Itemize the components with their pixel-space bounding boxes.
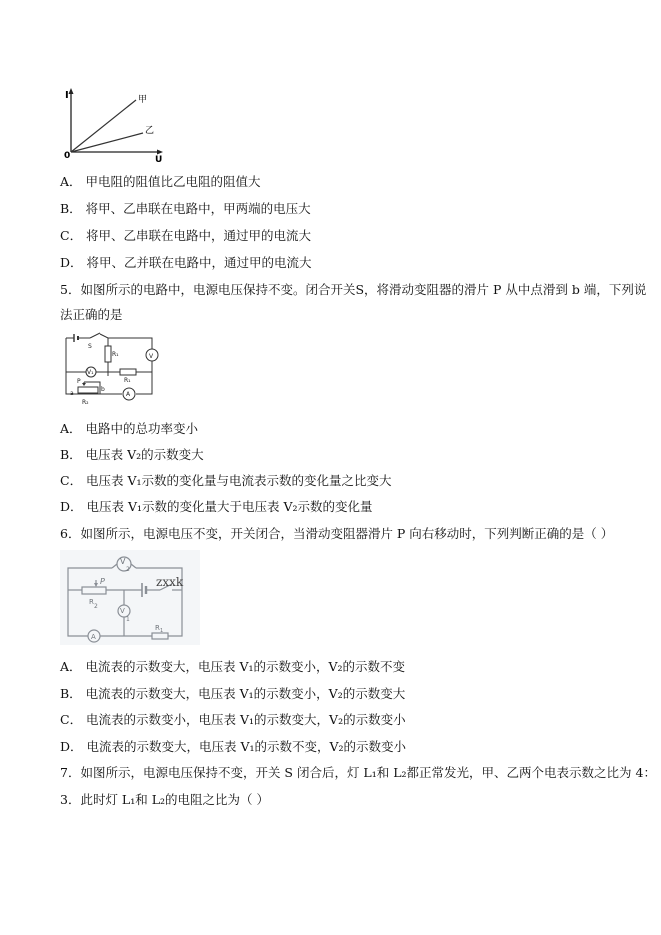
q4-option-a: A． 甲电阻的阻值比乙电阻的阻值大 bbox=[60, 174, 261, 189]
wire-right-bottom bbox=[136, 361, 152, 394]
q6-option-b: B． 电流表的示数变大，电压表 V₁的示数变小，V₂的示数变大 bbox=[60, 686, 406, 701]
q6-option-a: A． 电流表的示数变大，电压表 V₁的示数变小，V₂的示数不变 bbox=[60, 659, 406, 674]
label-r2-sub: 2 bbox=[94, 603, 98, 610]
q5-option-d: D． 电压表 V₁示数的变化量大于电压表 V₂示数的变化量 bbox=[60, 499, 373, 514]
wire-left bbox=[66, 338, 122, 394]
label-v1-sub: 1 bbox=[126, 616, 130, 623]
label-p: P bbox=[77, 378, 81, 385]
q7-stem-line1: 7．如图所示，电源电压保持不变，开关 S 闭合后，灯 L₁和 L₂都正常发光，甲、乙两个电表示数之比为 4： bbox=[60, 765, 656, 780]
q5-stem-line1: 5．如图所示的电路中，电源电压保持不变。闭合开关S，将滑动变阻器的滑片 P 从中点滑到 b 端，下列说 bbox=[60, 282, 647, 297]
rheostat-r2 bbox=[78, 387, 98, 393]
label-a: A bbox=[91, 633, 96, 641]
slider-arrow bbox=[82, 383, 86, 386]
label-r1-h: R₁ bbox=[124, 377, 131, 384]
label-a-meter: A bbox=[126, 391, 131, 398]
i-axis-arrow bbox=[69, 88, 74, 94]
axis-u-label: U bbox=[155, 155, 163, 165]
q5-option-c: C． 电压表 V₁示数的变化量与电流表示数的变化量之比变大 bbox=[60, 473, 392, 488]
label-v2: V bbox=[120, 557, 126, 566]
r1-horizontal bbox=[120, 369, 136, 375]
origin-label: 0 bbox=[64, 151, 71, 161]
q6-figure-bg bbox=[60, 550, 200, 645]
label-v1: V bbox=[120, 607, 125, 615]
label-r2: R bbox=[89, 598, 94, 606]
label-r1: R bbox=[155, 624, 160, 632]
line-jia bbox=[71, 100, 136, 152]
q4-option-d: D． 将甲、乙并联在电路中，通过甲的电流大 bbox=[60, 255, 312, 270]
line-yi bbox=[71, 133, 143, 152]
u-axis-arrow bbox=[157, 150, 163, 155]
label-v2-sub: 2 bbox=[126, 566, 130, 573]
r1-vertical bbox=[105, 346, 111, 362]
label-b-end: b bbox=[101, 386, 105, 393]
q4-option-b: B． 将甲、乙串联在电路中，甲两端的电压大 bbox=[60, 201, 311, 216]
axis-i-label: I bbox=[65, 90, 69, 101]
label-r1-v: R₁ bbox=[112, 351, 119, 358]
q7-stem-line2: 3．此时灯 L₁和 L₂的电阻之比为（ ） bbox=[60, 792, 269, 807]
watermark-zxxk: zxxk bbox=[156, 575, 184, 589]
q6-option-c: C． 电流表的示数变小，电压表 V₁的示数变大，V₂的示数变小 bbox=[60, 712, 406, 727]
iu-graph-figure bbox=[60, 85, 170, 165]
switch-s bbox=[90, 333, 100, 338]
label-r2: R₂ bbox=[82, 399, 89, 406]
q5-circuit-figure bbox=[60, 332, 165, 410]
q6-circuit-figure bbox=[60, 550, 200, 645]
label-a-end: a bbox=[70, 390, 74, 397]
q4-option-c: C． 将甲、乙串联在电路中，通过甲的电流大 bbox=[60, 228, 312, 243]
label-v1: V₁ bbox=[87, 369, 94, 376]
q6-option-d: D． 电流表的示数变大，电压表 V₁的示数不变，V₂的示数变小 bbox=[60, 739, 407, 754]
q5-stem-line2: 法正确的是 bbox=[60, 307, 123, 322]
label-r1-sub: 1 bbox=[160, 628, 164, 634]
q5-option-b: B． 电压表 V₂的示数变大 bbox=[60, 447, 204, 462]
q5-option-a: A． 电路中的总功率变小 bbox=[60, 421, 199, 436]
label-s: S bbox=[88, 343, 92, 350]
label-p: P bbox=[100, 577, 105, 586]
q6-stem: 6．如图所示，电源电压不变，开关闭合，当滑动变阻器滑片 P 向右移动时，下列判断正确的是（ ） bbox=[60, 526, 614, 541]
label-v: V bbox=[149, 353, 154, 360]
jia-label: 甲 bbox=[138, 95, 148, 105]
yi-label: 乙 bbox=[145, 126, 155, 136]
